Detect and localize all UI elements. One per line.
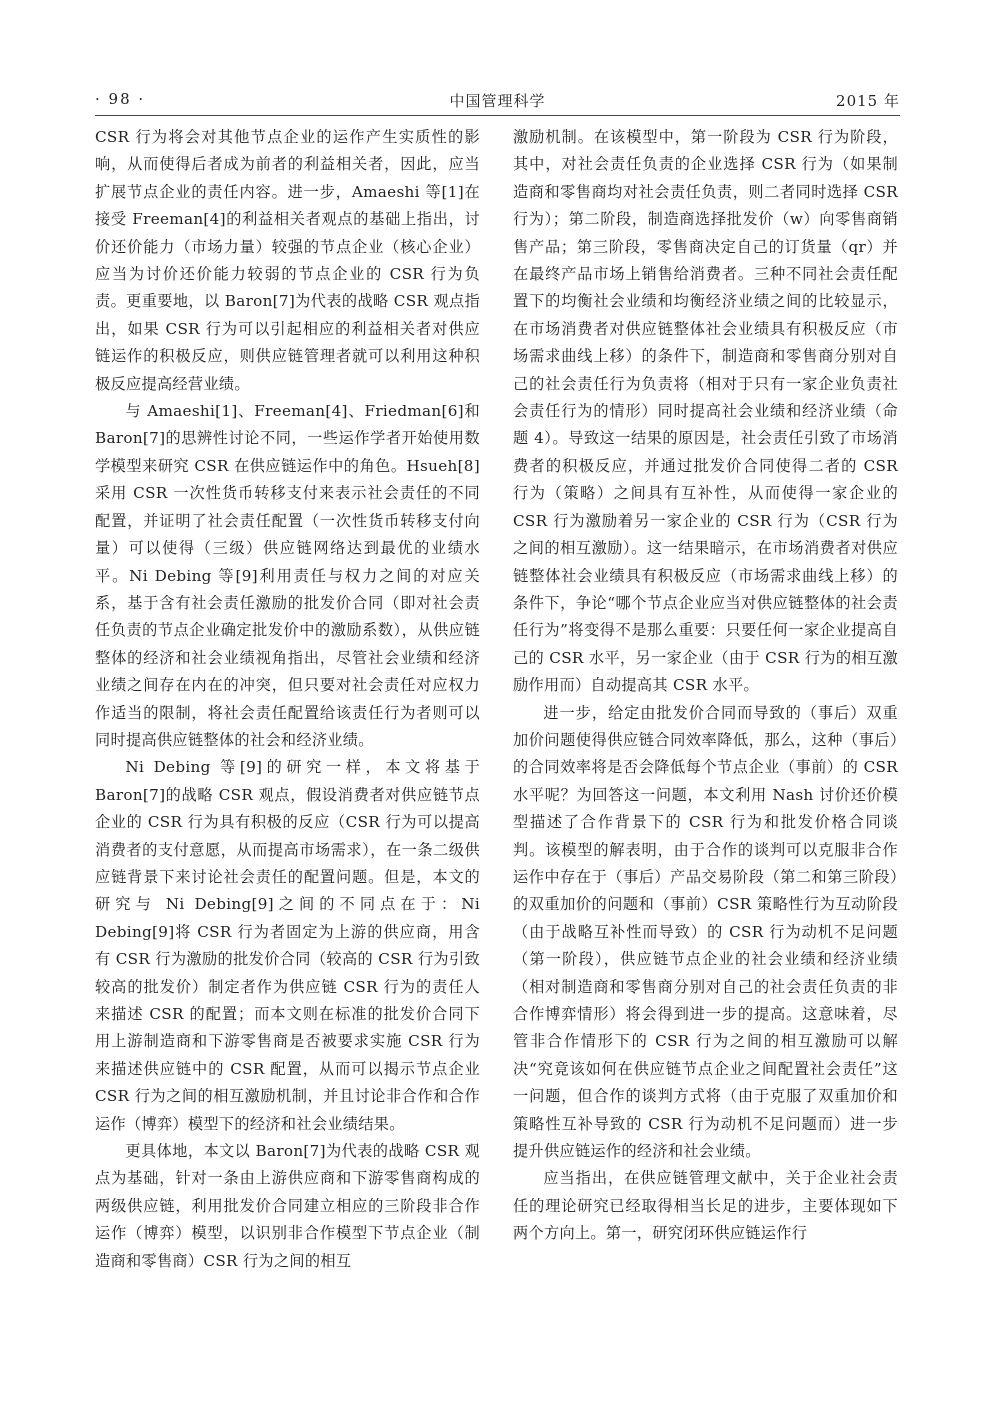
publication-year: 2015 年 [836, 92, 900, 110]
page-number: · 98 · [95, 90, 146, 108]
paragraph: 更具体地，本文以 Baron[7]为代表的战略 CSR 观点为基础，针对一条由上游供应商和下游零售商构成的两级供应链，利用批发价合同建立相应的三阶段非合作运作（博弈）模型，以识别非合作模型下节点企业（制造商和零售商）CSR 行为之间的相互 [95, 1142, 480, 1270]
paragraph: 进一步，给定由批发价合同而导致的（事后）双重加价问题使得供应链合同效率降低，那么，这种（事后）的合同效率将是否会降低每个节点企业（事前）的 CSR 水平呢？为回答这一问题，本文利用 Nash 讨价还价模型描述了合作背景下的 CSR 行为和批发价格合同谈判。该模型的解表明，由于合作的谈判可以克服非合作运作中存在于（事后）产品交易阶段（第二和第三阶段）的双重加价的问题和（事前）CSR 策略性行为互动阶段（由于战略互补性而导致）的 CSR 行为动机不足问题（第一阶段），供应链节点企业的社会业绩和经济业绩（相对制造商和零售商分别对自己的社会责任负责的非合作博弈情形）将会得到进一步的提高。这意味着，尽管非合作情形下的 CSR 行为之间的相互激励可以解决“究竟该如何在供应链节点企业之间配置社会责任”这一问题，但合作的谈判方式将（由于克服了双重加价和策略性互补导致的 CSR 行为动机不足问题而）进一步提升供应链运作的经济和社会业绩。 [513, 703, 898, 1161]
paragraph: 应当指出，在供应链管理文献中，关于企业社会责任的理论研究已经取得相当长足的进步，主要体现如下两个方向上。第一，研究闭环供应链运作行 [513, 1169, 898, 1243]
paragraph: 激励机制。在该模型中，第一阶段为 CSR 行为阶段，其中，对社会责任负责的企业选择 CSR 行为（如果制造商和零售商均对社会责任负责，则二者同时选择 CSR 行为）；第二阶段，制造商选择批发价（w）向零售商销售产品；第三阶段，零售商决定自己的订货量（qr）并在最终产品市场上销售给消费者。三种不同社会责任配置下的均衡社会业绩和均衡经济业绩之间的比较显示，在市场消费者对供应链整体社会业绩具有积极反应（市场需求曲线上移）的条件下，制造商和零售商分别对自己的社会责任行为负责将（相对于只有一家企业负责社会责任行为的情形）同时提高社会业绩和经济业绩（命题 4）。导致这一结果的原因是，社会责任引致了市场消费者的积极反应，并通过批发价合同使得二者的 CSR 行为（策略）之间具有互补性，从而使得一家企业的 CSR 行为激励着另一家企业的 CSR 行为（CSR 行为之间的相互激励）。这一结果暗示，在市场消费者对供应链整体社会业绩具有积极反应（市场需求曲线上移）的条件下，争论“哪个节点企业应当对供应链整体的社会责任行为”将变得不是那么重要：只要任何一家企业提高自己的 CSR 水平，另一家企业（由于 CSR 行为的相互激励作用而）自动提高其 CSR 水平。 [513, 128, 898, 695]
right-column [513, 124, 898, 1248]
running-header [95, 90, 900, 116]
paragraph: Ni Debing 等[9]的研究一样，本文将基于 Baron[7]的战略 CSR 观点，假设消费者对供应链节点企业的 CSR 行为具有积极的反应（CSR 行为可以提高消费者的支付意愿，从而提高市场需求），在一条二级供应链背景下来讨论社会责任的配置问题。但是，本文的研究与 Ni Debing[9]之间的不同点在于：Ni Debing[9]将 CSR 行为者固定为上游的供应商，用含有 CSR 行为激励的批发价合同（较高的 CSR 行为引致较高的批发价）制定者作为供应链 CSR 行为的责任人来描述 CSR 的配置；而本文则在标准的批发价合同下用上游制造商和下游零售商是否被要求实施 CSR 行为来描述供应链中的 CSR 配置，从而可以揭示节点企业 CSR 行为之间的相互激励机制，并且讨论非合作和合作运作（博弈）模型下的经济和社会业绩结果。 [95, 758, 480, 1133]
paragraph: CSR 行为将会对其他节点企业的运作产生实质性的影响，从而使得后者成为前者的利益相关者，因此，应当扩展节点企业的责任内容。进一步，Amaeshi 等[1]在接受 Freeman[4]的利益相关者观点的基础上指出，讨价还价能力（市场力量）较强的节点企业（核心企业）应当为讨价还价能力较弱的节点企业的 CSR 行为负责。更重要地，以 Baron[7]为代表的战略 CSR 观点指出，如果 CSR 行为可以引起相应的利益相关者对供应链运作的积极反应，则供应链管理者就可以利用这种积极反应提高经营业绩。 [95, 128, 480, 393]
header-rule [95, 115, 900, 116]
left-column [95, 124, 480, 1275]
paragraph: 与 Amaeshi[1]、Freeman[4]、Friedman[6]和 Baron[7]的思辨性讨论不同，一些运作学者开始使用数学模型来研究 CSR 在供应链运作中的角色。Hsueh[8]采用 CSR 一次性货币转移支付来表示社会责任的不同配置，并证明了社会责任配置（一次性货币转移支付向量）可以使得（三级）供应链网络达到最优的业绩水平。Ni Debing 等[9]利用责任与权力之间的对应关系，基于含有社会责任激励的批发价合同（即对社会责任负责的节点企业确定批发价中的激励系数），从供应链整体的经济和社会业绩视角指出，尽管社会业绩和经济业绩之间存在内在的冲突，但只要对社会责任对应权力作适当的限制，将社会责任配置给该责任行为者则可以同时提高供应链整体的社会和经济业绩。 [95, 402, 480, 749]
journal-title: 中国管理科学 [449, 92, 546, 110]
